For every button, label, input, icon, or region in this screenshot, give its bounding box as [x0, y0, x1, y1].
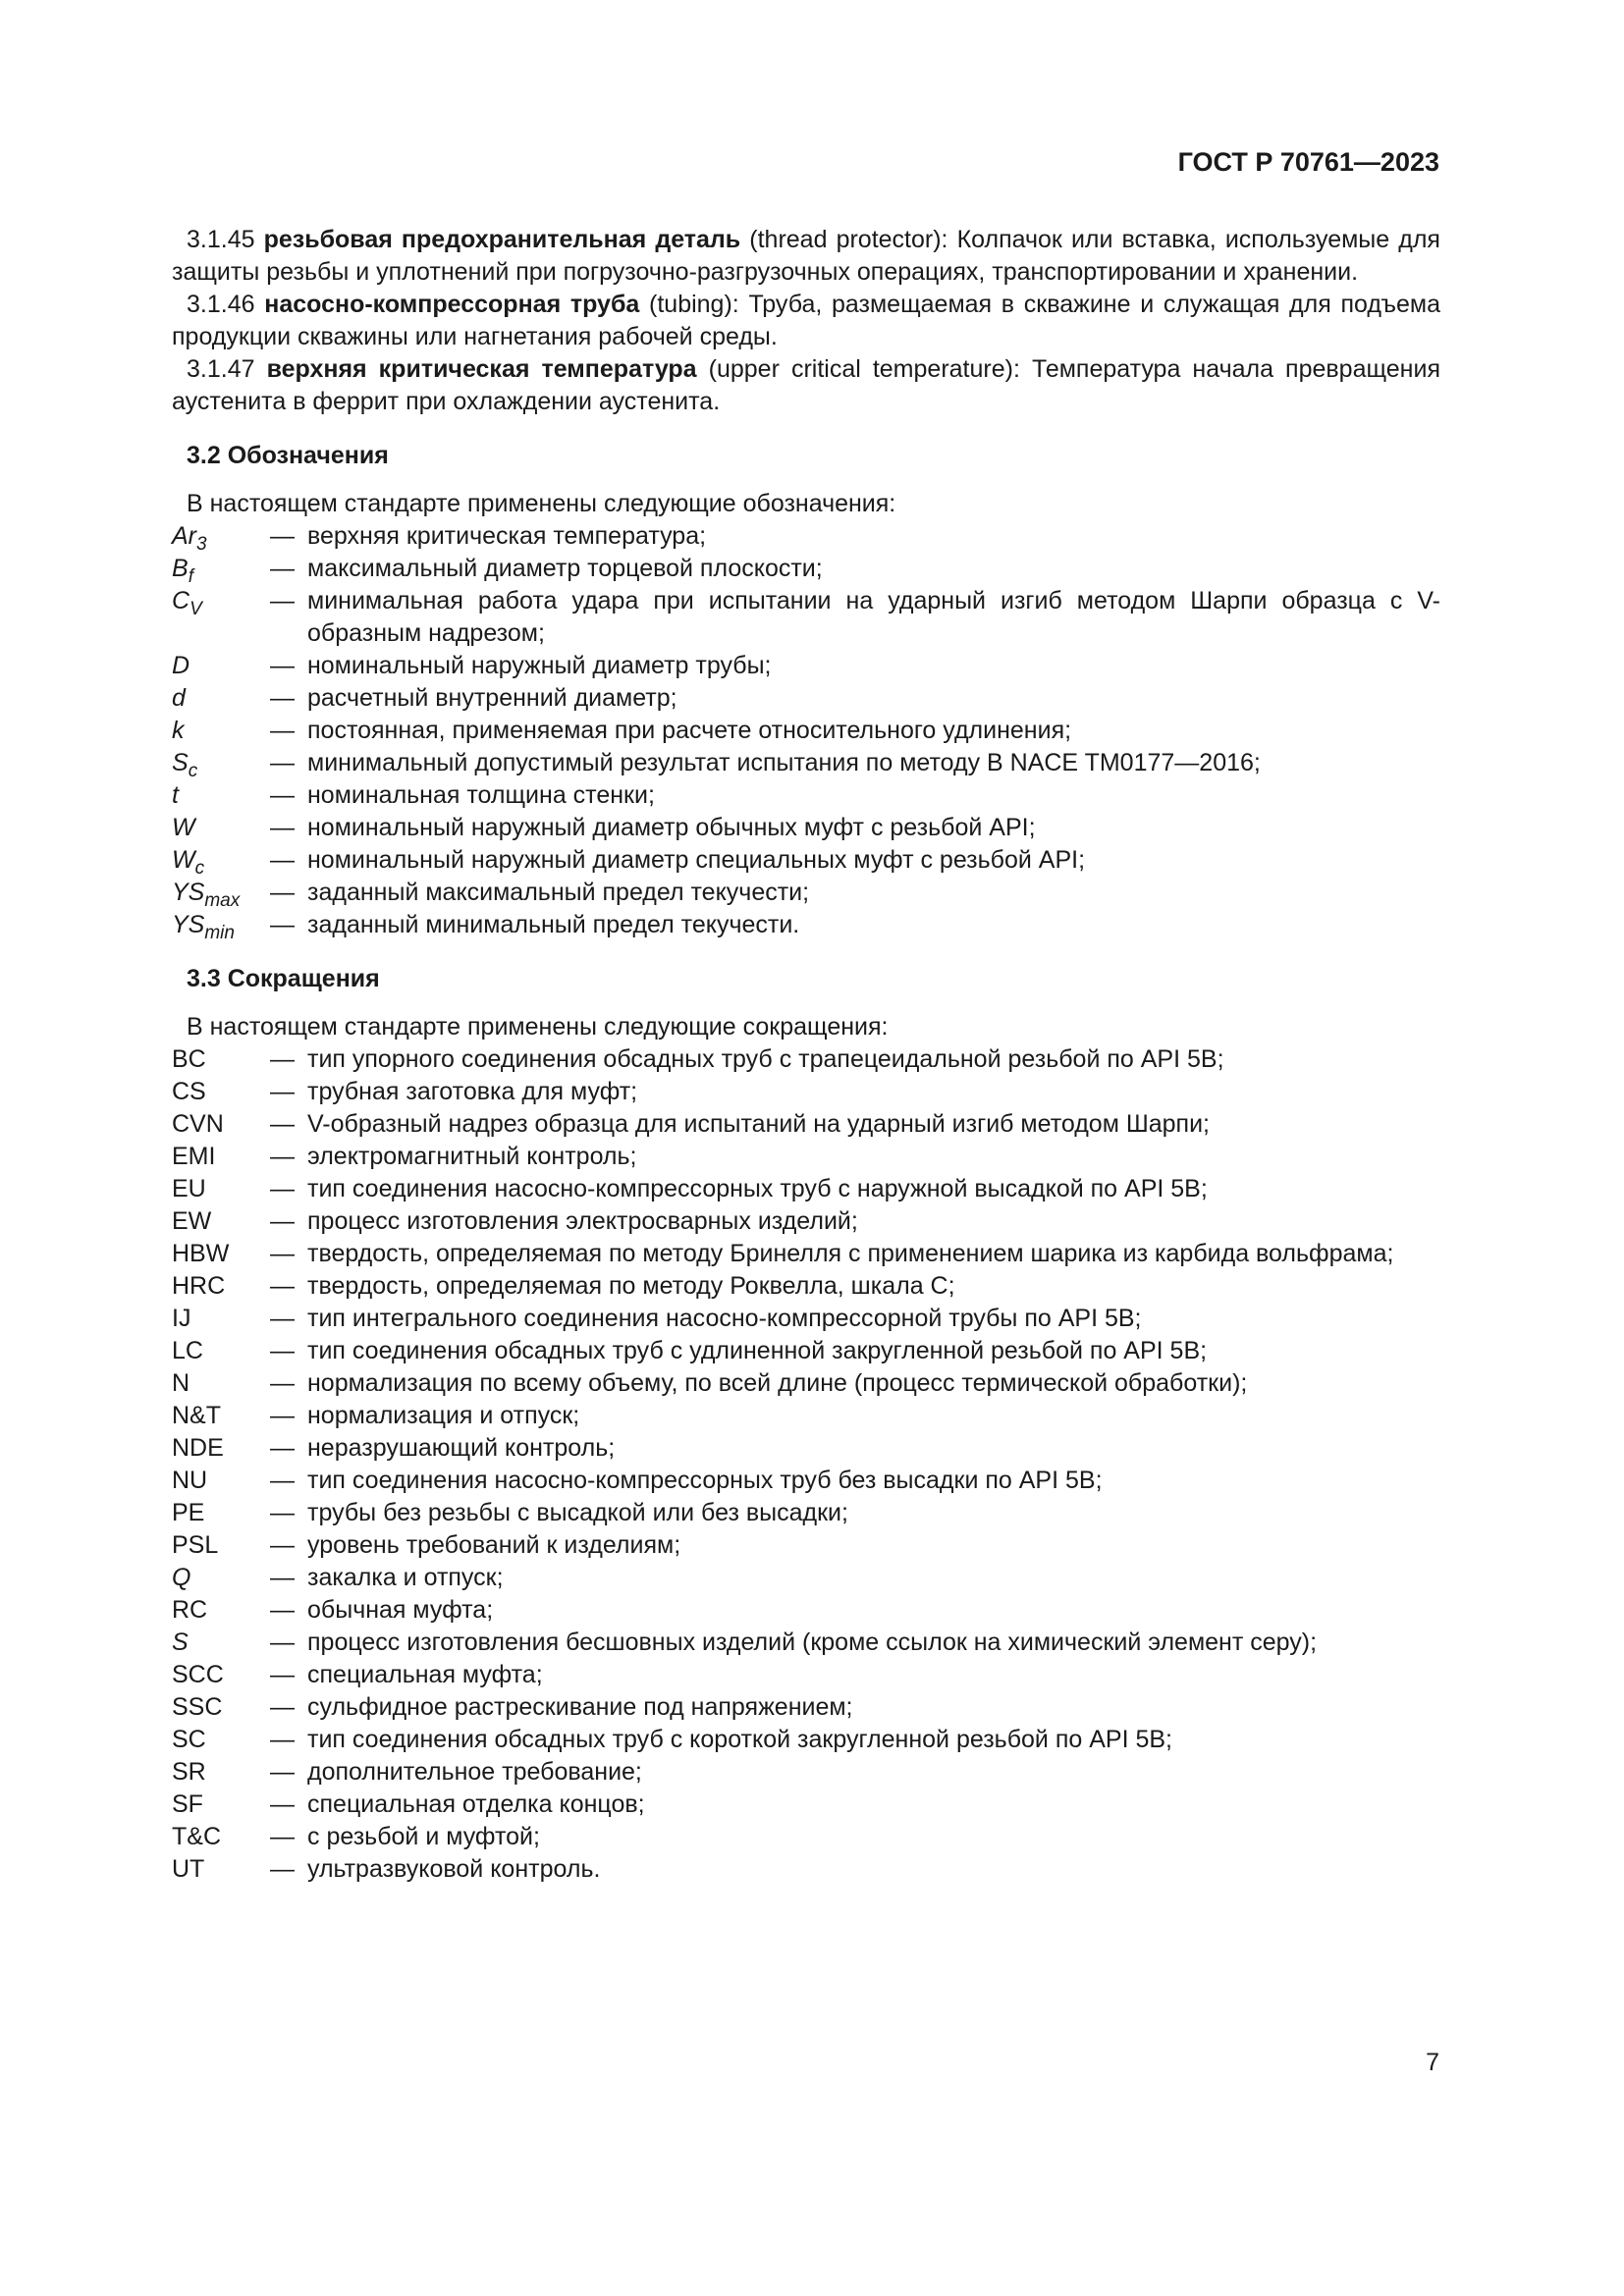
dash: —	[270, 1596, 295, 1624]
abbreviation-description: V-образный надрез образца для испытаний на ударный изгиб методом Шарпи;	[307, 1110, 1211, 1138]
abbreviation-row	[172, 1529, 1440, 1562]
dash: —	[270, 781, 295, 809]
abbreviation-row	[172, 1691, 1440, 1724]
term-name: верхняя критическая температура	[266, 355, 697, 383]
abbreviation-row	[172, 1238, 1440, 1270]
abbreviation-description: сульфидное растрескивание под напряжением;	[307, 1693, 853, 1721]
dash: —	[270, 555, 295, 582]
abbreviation-description: неразрушающий контроль;	[307, 1434, 616, 1462]
symbol-base: S	[172, 749, 189, 776]
symbol-row	[172, 682, 1440, 715]
abbreviation-description: трубная заготовка для муфт;	[307, 1078, 638, 1105]
abbreviation: EU	[172, 1175, 206, 1202]
term-number: 3.1.47	[187, 355, 255, 383]
abbreviation: CS	[172, 1078, 206, 1105]
dash: —	[270, 1790, 295, 1818]
abbreviation-description: процесс изготовления электросварных изделий;	[307, 1207, 858, 1235]
term-definition	[172, 353, 1440, 418]
term-text: Температура начала превращения аустенита в феррит при охлаждении аустенита.	[172, 355, 1440, 415]
abbreviation-description: ультразвуковой контроль.	[307, 1855, 601, 1883]
abbreviation-row	[172, 1659, 1440, 1691]
symbol-description: номинальная толщина стенки;	[307, 781, 655, 809]
abbreviation: NU	[172, 1467, 208, 1494]
abbreviation: SCC	[172, 1661, 224, 1688]
abbreviation: EW	[172, 1207, 212, 1235]
abbreviation-row	[172, 1789, 1440, 1821]
dash: —	[270, 1110, 295, 1138]
symbol-description: номинальный наружный диаметр специальных муфт с резьбой API;	[307, 846, 1086, 874]
symbol-base: YS	[172, 911, 205, 938]
dash: —	[270, 522, 295, 550]
symbol-row	[172, 520, 1440, 553]
abbreviation-description: специальная муфта;	[307, 1661, 543, 1688]
abbreviation: SSC	[172, 1693, 223, 1721]
dash: —	[270, 846, 295, 874]
dash: —	[270, 1078, 295, 1105]
dash: —	[270, 911, 295, 938]
page-number: 7	[1426, 2049, 1439, 2076]
symbol-base: k	[172, 717, 185, 744]
symbol-subscript: c	[194, 858, 205, 879]
term-text: Колпачок или вставка, используемые для защиты резьбы и уплотнений при погрузочно-разгрузочных операциях, транспортировании и хранении.	[172, 226, 1440, 286]
abbreviation: HBW	[172, 1240, 230, 1267]
dash: —	[270, 1693, 295, 1721]
symbol-description: минимальная работа удара при испытании на ударный изгиб методом Шарпи образца с V-образным надрезом;	[307, 587, 1440, 647]
document-body	[172, 224, 1440, 1886]
symbol-base: B	[172, 555, 189, 582]
abbreviation: CVN	[172, 1110, 224, 1138]
symbol-row	[172, 779, 1440, 812]
abbreviation-row	[172, 1141, 1440, 1173]
abbreviation-description: уровень требований к изделиям;	[307, 1531, 681, 1559]
dash: —	[270, 1045, 295, 1073]
symbol	[172, 715, 270, 747]
abbreviation-description: специальная отделка концов;	[307, 1790, 645, 1818]
abbreviation-description: нормализация и отпуск;	[307, 1402, 580, 1429]
abbreviation: PE	[172, 1499, 205, 1526]
abbreviation-description: закалка и отпуск;	[307, 1564, 504, 1591]
abbreviation-row	[172, 1173, 1440, 1205]
abbreviation-row	[172, 1627, 1440, 1659]
abbreviation: BC	[172, 1045, 206, 1073]
abbreviation-description: тип интегрального соединения насосно-компрессорной трубы по API 5B;	[307, 1305, 1142, 1332]
dash: —	[270, 1305, 295, 1332]
abbreviation: Q	[172, 1564, 191, 1591]
abbreviations-intro: В настоящем стандарте применены следующие сокращения:	[187, 1013, 889, 1041]
term-definition	[172, 289, 1440, 353]
terms-list	[172, 224, 1440, 418]
dash: —	[270, 1337, 295, 1364]
symbol	[172, 812, 270, 844]
symbol-row	[172, 909, 1440, 941]
symbol-description: заданный минимальный предел текучести.	[307, 911, 800, 938]
symbol	[172, 877, 270, 909]
symbol-subscript: V	[189, 599, 202, 619]
abbreviation-row	[172, 1400, 1440, 1432]
term-number: 3.1.46	[187, 291, 255, 318]
abbreviation-row	[172, 1108, 1440, 1141]
abbreviation: EMI	[172, 1143, 216, 1170]
abbreviation: SC	[172, 1726, 206, 1753]
abbreviation-description: твердость, определяемая по методу Бринелля с применением шарика из карбида вольфрама;	[307, 1240, 1394, 1267]
symbol-row	[172, 650, 1440, 682]
symbol-description: номинальный наружный диаметр обычных муфт с резьбой API;	[307, 814, 1036, 841]
abbreviation: HRC	[172, 1272, 226, 1300]
symbol-base: W	[172, 814, 195, 841]
abbreviation-description: электромагнитный контроль;	[307, 1143, 637, 1170]
symbol-subscript: 3	[196, 534, 207, 555]
dash: —	[270, 1240, 295, 1267]
abbreviation-row	[172, 1303, 1440, 1335]
symbol-description: номинальный наружный диаметр трубы;	[307, 652, 772, 679]
dash: —	[270, 1758, 295, 1786]
symbol	[172, 844, 270, 877]
symbol-subscript: min	[204, 923, 235, 943]
abbreviation-description: процесс изготовления бесшовных изделий (кроме ссылок на химический элемент серу);	[307, 1629, 1318, 1656]
dash: —	[270, 1499, 295, 1526]
symbol-row	[172, 585, 1440, 650]
symbol-description: минимальный допустимый результат испытания по методу B NACE TM0177—2016;	[307, 749, 1261, 776]
symbol-description: постоянная, применяемая при расчете относительного удлинения;	[307, 717, 1072, 744]
abbreviation-description: тип соединения насосно-компрессорных труб без высадки по API 5B;	[307, 1467, 1103, 1494]
abbreviation: SF	[172, 1790, 203, 1818]
dash: —	[270, 1175, 295, 1202]
dash: —	[270, 587, 295, 614]
abbreviation-description: с резьбой и муфтой;	[307, 1823, 540, 1850]
symbol	[172, 650, 270, 682]
dash: —	[270, 1823, 295, 1850]
term-number: 3.1.45	[187, 226, 255, 253]
symbol-subscript: max	[204, 890, 241, 911]
dash: —	[270, 1434, 295, 1462]
abbreviation-row	[172, 1043, 1440, 1076]
abbreviation-row	[172, 1821, 1440, 1853]
abbreviation-row	[172, 1465, 1440, 1497]
term-name: резьбовая предохранительная деталь	[263, 226, 741, 253]
symbol	[172, 553, 270, 585]
abbreviation: PSL	[172, 1531, 219, 1559]
abbreviation-row	[172, 1335, 1440, 1367]
abbreviation-row	[172, 1756, 1440, 1789]
abbreviation: N	[172, 1369, 190, 1397]
symbol-base: Ar	[172, 522, 196, 550]
dash: —	[270, 749, 295, 776]
dash: —	[270, 879, 295, 906]
symbol-subscript: f	[188, 566, 193, 587]
symbol	[172, 747, 270, 779]
abbreviation: IJ	[172, 1305, 191, 1332]
dash: —	[270, 1726, 295, 1753]
abbreviation-row	[172, 1724, 1440, 1756]
dash: —	[270, 1207, 295, 1235]
abbreviation-row	[172, 1076, 1440, 1108]
dash: —	[270, 1531, 295, 1559]
symbol-description: верхняя критическая температура;	[307, 522, 707, 550]
term-english: (thread protector):	[749, 226, 948, 253]
abbreviation-row	[172, 1594, 1440, 1627]
symbol	[172, 585, 270, 650]
abbreviation: LC	[172, 1337, 203, 1364]
abbreviation-description: дополнительное требование;	[307, 1758, 642, 1786]
abbreviation-description: тип упорного соединения обсадных труб с трапецеидальной резьбой по API 5B;	[307, 1045, 1224, 1073]
abbreviation-description: тип соединения обсадных труб с удлиненной закругленной резьбой по API 5B;	[307, 1337, 1208, 1364]
symbol-description: заданный максимальный предел текучести;	[307, 879, 810, 906]
abbreviations-list	[172, 1043, 1440, 1886]
symbol-description: расчетный внутренний диаметр;	[307, 684, 677, 712]
dash: —	[270, 1369, 295, 1397]
abbreviation-description: тип соединения насосно-компрессорных труб с наружной высадкой по API 5B;	[307, 1175, 1208, 1202]
abbreviation-description: твердость, определяемая по методу Роквелла, шкала С;	[307, 1272, 955, 1300]
abbreviation-row	[172, 1432, 1440, 1465]
term-english: (tubing):	[649, 291, 739, 318]
symbol-description: максимальный диаметр торцевой плоскости;	[307, 555, 823, 582]
symbol	[172, 520, 270, 553]
dash: —	[270, 1629, 295, 1656]
symbol	[172, 909, 270, 941]
abbreviation: UT	[172, 1855, 205, 1883]
abbreviation-row	[172, 1367, 1440, 1400]
term-text: Труба, размещаемая в скважине и служащая для подъема продукции скважины или нагнетания рабочей среды.	[172, 291, 1441, 350]
abbreviation-row	[172, 1853, 1440, 1886]
abbreviation: RC	[172, 1596, 208, 1624]
symbol-base: d	[172, 684, 186, 712]
term-definition	[172, 224, 1440, 289]
section-title-symbols: 3.2 Обозначения	[187, 442, 389, 469]
symbol-row	[172, 844, 1440, 877]
dash: —	[270, 1564, 295, 1591]
dash: —	[270, 1402, 295, 1429]
dash: —	[270, 1855, 295, 1883]
symbol-base: W	[172, 846, 195, 874]
abbreviation-description: нормализация по всему объему, по всей длине (процесс термической обработки);	[307, 1369, 1248, 1397]
abbreviation: T&C	[172, 1823, 221, 1850]
symbol-row	[172, 877, 1440, 909]
dash: —	[270, 1272, 295, 1300]
symbols-intro: В настоящем стандарте применены следующие обозначения:	[187, 490, 896, 517]
symbol-row	[172, 553, 1440, 585]
abbreviation-description: обычная муфта;	[307, 1596, 494, 1624]
abbreviation-description: тип соединения обсадных труб с короткой закругленной резьбой по API 5B;	[307, 1726, 1172, 1753]
symbol-base: t	[172, 781, 179, 809]
dash: —	[270, 1661, 295, 1688]
symbol	[172, 682, 270, 715]
abbreviation-description: трубы без резьбы с высадкой или без высадки;	[307, 1499, 848, 1526]
dash: —	[270, 652, 295, 679]
abbreviation-row	[172, 1562, 1440, 1594]
symbol-row	[172, 715, 1440, 747]
abbreviation: S	[172, 1629, 189, 1656]
dash: —	[270, 814, 295, 841]
symbol-subscript: c	[188, 761, 198, 781]
symbols-list	[172, 520, 1440, 941]
document-header: ГОСТ Р 70761—2023	[1177, 147, 1439, 177]
term-english: (upper critical temperature):	[708, 355, 1020, 383]
symbol-row	[172, 812, 1440, 844]
symbol-base: YS	[172, 879, 205, 906]
term-name: насосно-компрессорная труба	[264, 291, 640, 318]
abbreviation-row	[172, 1205, 1440, 1238]
dash: —	[270, 717, 295, 744]
abbreviation-row	[172, 1270, 1440, 1303]
abbreviation: NDE	[172, 1434, 224, 1462]
abbreviation: N&T	[172, 1402, 221, 1429]
symbol-base: C	[172, 587, 190, 614]
abbreviation-row	[172, 1497, 1440, 1529]
dash: —	[270, 1467, 295, 1494]
abbreviation: SR	[172, 1758, 206, 1786]
section-title-abbreviations: 3.3 Сокращения	[187, 965, 380, 992]
dash: —	[270, 1143, 295, 1170]
symbol	[172, 779, 270, 812]
dash: —	[270, 684, 295, 712]
symbol-base: D	[172, 652, 190, 679]
symbol-row	[172, 747, 1440, 779]
